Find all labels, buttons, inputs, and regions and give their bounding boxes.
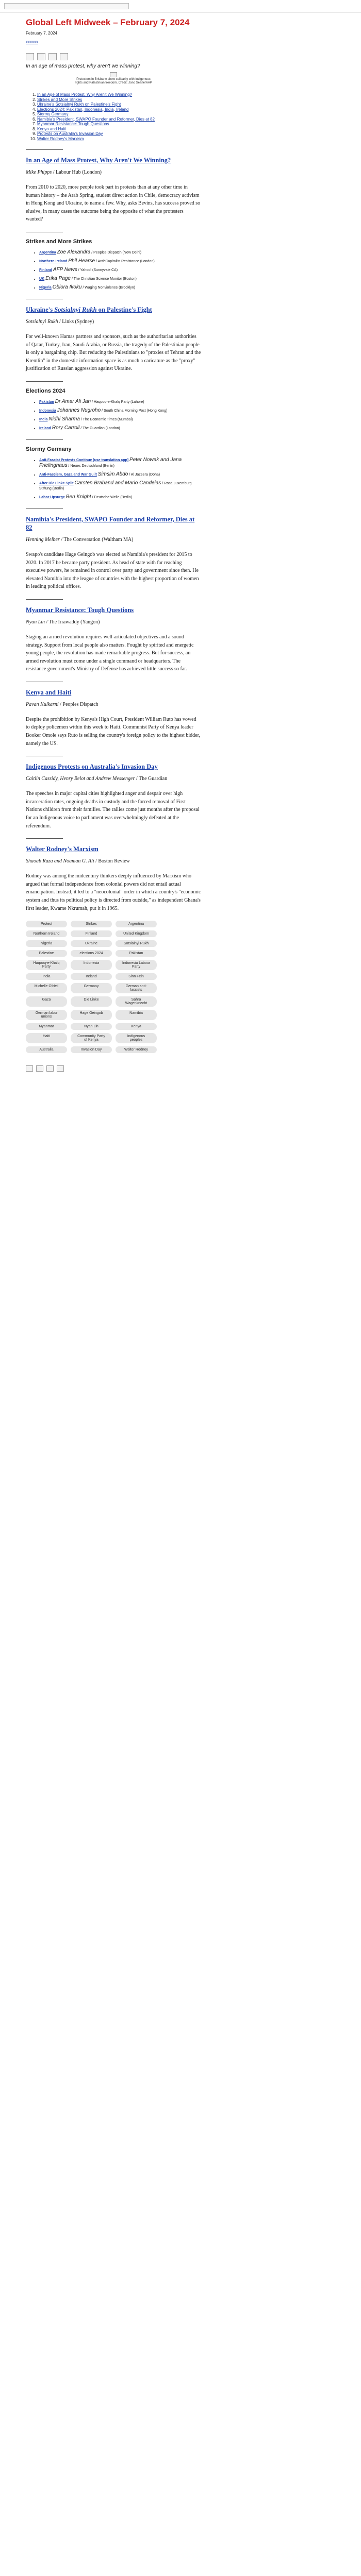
author: Shaoab Raza and Noaman G. Ali bbox=[26, 858, 94, 865]
source: / Links (Sydney) bbox=[58, 318, 94, 325]
article-summary: Despite the prohibition by Kenya's High Court, President William Ruto has vowed to deploy policemen within this week to Haiti. Communist Party of Kenya leader Booker Omole says Ruto is selling the country's foreign policy to the highest bidder, namely the US. bbox=[26, 716, 201, 747]
source: / South China Morning Post (Hong Kong) bbox=[101, 409, 168, 413]
byline bbox=[26, 776, 201, 782]
list-item bbox=[39, 285, 201, 291]
author: Henning Melber bbox=[26, 536, 60, 543]
tag-chip[interactable]: Sotsialnyi Rukh bbox=[116, 940, 157, 947]
byline bbox=[26, 619, 201, 625]
tag-chip[interactable]: Die Linke bbox=[71, 996, 112, 1007]
author: Ben Knight bbox=[65, 494, 91, 500]
article-link[interactable]: Labor Upsurge bbox=[39, 495, 65, 499]
toc-item bbox=[37, 137, 201, 142]
share-icon[interactable] bbox=[60, 53, 68, 60]
source: / Waging Nonviolence (Brooklyn) bbox=[81, 285, 136, 290]
toc-item bbox=[37, 131, 201, 137]
tag-chip[interactable]: elections 2024 bbox=[71, 950, 112, 957]
list-item bbox=[39, 267, 201, 273]
country-link[interactable]: UK bbox=[39, 277, 45, 281]
source: / Peoples Dispatch bbox=[58, 701, 99, 707]
newsletter-title: Global Left Midweek – February 7, 2024 bbox=[26, 18, 190, 27]
share-icons bbox=[26, 53, 201, 60]
byline bbox=[26, 537, 201, 543]
section-title-strikes: Strikes and More Strikes bbox=[26, 238, 92, 245]
tag-chip[interactable]: Walter Rodney bbox=[116, 1046, 157, 1053]
author: Carsten Braband and Mario Candeias bbox=[74, 480, 161, 486]
article-summary: For well-known Hamas partners and sponsors, such as the authoritarian authorities of Qatar, Turkey, Iran, Saudi Arabia, or Russia, the tragedy of the Palestinian people is only a bargaining chip. But reducing the Palestinians to "proxies of Tehran and the Kremlin" in the domestic information space is as much a caricature as the "proxy" justification of Russian aggression against Ukraine. bbox=[26, 333, 201, 372]
tag-chip[interactable]: Argentina bbox=[116, 921, 157, 927]
toc-item bbox=[37, 117, 201, 122]
toc-link[interactable]: Protests on Australia's Invasion Day bbox=[37, 131, 103, 136]
tag-chip[interactable]: Northern Ireland bbox=[26, 930, 67, 937]
toc-item bbox=[37, 122, 201, 127]
section-divider bbox=[26, 149, 63, 150]
newsletter-date: February 7, 2024 bbox=[26, 31, 57, 36]
tag-chip[interactable]: Indonesia bbox=[71, 960, 112, 970]
elections-list bbox=[26, 399, 201, 431]
tag-chip[interactable]: Kenya bbox=[116, 1023, 157, 1030]
article-summary: The speeches in major capital cities highlighted anger and despair over high incarceration rates, ongoing deaths in custody and the forced removal of First Nations children from their families. The rallies come just months after the proposal for an Indigenous voice to parliament was overwhelmingly defeated at the referendum. bbox=[26, 791, 200, 829]
tag-chip[interactable]: Haiti bbox=[26, 1033, 67, 1043]
tag-chip[interactable]: Germany bbox=[71, 983, 112, 993]
tag-chip[interactable]: Namibia bbox=[116, 1010, 157, 1020]
toc-link[interactable]: Elections 2024: Pakistan, Indonesia, India, Ireland bbox=[37, 107, 129, 112]
tag-chip[interactable]: Finland bbox=[71, 930, 112, 937]
section-divider bbox=[26, 381, 63, 382]
author: Erika Page bbox=[45, 275, 71, 281]
tag-chip[interactable]: Haqooq-e-Khalq Party bbox=[26, 960, 67, 970]
country-link[interactable]: Finland bbox=[39, 268, 52, 272]
tag-chip[interactable]: Nyan Lin bbox=[71, 1023, 112, 1030]
image-icon bbox=[110, 72, 117, 77]
article-summary: Swapo's candidate Hage Geingob was elected as Namibia's president for 2015 to 2020. In 2017 he became party president. As head of state with far reaching executive powers, he remained in control over party and government since then. He elevated Namibia into the league of countries with the highest proportion of women in leading political offices. bbox=[26, 551, 199, 590]
author: Nidhi Sharma bbox=[48, 416, 80, 422]
tag-chip[interactable]: Strikes bbox=[71, 921, 112, 927]
germany-list bbox=[26, 457, 201, 500]
source: / The Irrawaddy (Yangon) bbox=[44, 619, 100, 625]
tag-chip[interactable]: Indonesia Labour Party bbox=[116, 960, 157, 970]
article-link[interactable]: Anti-Fascism, Gaza and War Guilt bbox=[39, 472, 97, 477]
author: Zoe Alexandra bbox=[57, 249, 91, 255]
list-item bbox=[39, 457, 201, 469]
source: / Boston Review bbox=[94, 858, 130, 865]
tag-chip[interactable]: Gaza bbox=[26, 996, 67, 1007]
list-item bbox=[39, 472, 201, 478]
email-icon[interactable] bbox=[48, 53, 57, 60]
site-link[interactable]: xxxxxx bbox=[26, 40, 38, 44]
tag-chip[interactable]: Australia bbox=[26, 1046, 67, 1053]
section-divider bbox=[26, 599, 63, 600]
list-item bbox=[39, 417, 201, 422]
source: / Peoples Dispatch (New Delhi) bbox=[90, 250, 142, 255]
tag-chip[interactable]: German anti-fascists bbox=[116, 983, 157, 993]
article-link[interactable]: After Die Linke Split bbox=[39, 481, 74, 485]
byline bbox=[26, 170, 201, 175]
toc-item bbox=[37, 107, 201, 112]
author: Phil Hearse bbox=[68, 258, 95, 264]
source: / Anti*Capitalist Resistance (London) bbox=[95, 259, 155, 263]
author: Johannes Nugroho bbox=[57, 407, 101, 413]
article-title-namibia[interactable]: Namibia's President, SWAPO Founder and Reformer, Dies at 82 bbox=[26, 515, 195, 531]
author: Pavan Kulkarni bbox=[26, 701, 59, 707]
tag-chip[interactable]: Sinn Fein bbox=[116, 973, 157, 980]
source: / Labour Hub (London) bbox=[52, 170, 102, 175]
photo-caption: Protesters in Brisbane show solidarity with Indigenous rights and Palestinian freedom. Credit: Jono Searle/AAP bbox=[75, 78, 152, 84]
title-part-italic: Sotsialnyi Rukh bbox=[54, 306, 97, 313]
source: / Neues Deutschland (Berlin) bbox=[67, 464, 114, 468]
article-title-rodney[interactable]: Walter Rodney's Marxism bbox=[26, 845, 99, 853]
footer-share-icons bbox=[26, 1065, 201, 1072]
article-title-australia[interactable]: Indigenous Protests on Australia's Invasion Day bbox=[26, 763, 158, 771]
email-icon[interactable] bbox=[46, 1065, 54, 1072]
source: / The Economic Times (Mumbai) bbox=[79, 417, 133, 421]
tag-cloud bbox=[26, 921, 201, 1053]
toc-item bbox=[37, 92, 201, 97]
strikes-list bbox=[26, 250, 201, 291]
article-summary: Rodney was among the midcentury thinkers deeply influenced by Marxism who argued that formal independence from colonial powers did not entail actual emancipation. Instead, it led to a "neocolonial" order in which a country's "economic system and thus its political policy is directed from outside," as independent Ghana's first leader, Kwame Nkrumah, put it in 1965. bbox=[26, 873, 201, 911]
author: Simsim Abdo bbox=[97, 471, 128, 477]
article-title-kenya[interactable]: Kenya and Haiti bbox=[26, 688, 72, 696]
country-link[interactable]: Ireland bbox=[39, 426, 51, 430]
source: / Rosa Luxemburg Stiftung (Berlin) bbox=[39, 481, 192, 490]
author: Sotsialnyi Rukh bbox=[26, 318, 58, 325]
table-of-contents bbox=[26, 92, 201, 141]
toc-item bbox=[37, 127, 201, 132]
facebook-icon[interactable] bbox=[26, 53, 34, 60]
tag-chip[interactable]: Myanmar bbox=[26, 1023, 67, 1030]
toc-item bbox=[37, 102, 201, 107]
section-divider bbox=[26, 439, 63, 440]
article-summary: From 2010 to 2020, more people took part in protests than at any other time in human history – the Arab Spring, student direct action in Chile, democracy activism in Hong Kong and Ukraine, to name a few. Why, asks Bevins, has success proved so elusive, in many cases the outcome being the opposite of what the protesters wanted? bbox=[26, 184, 201, 223]
author: Mike Phipps bbox=[26, 170, 52, 175]
author: Peter Nowak and Jana Frielinghaus bbox=[39, 456, 182, 468]
newsletter-body bbox=[26, 12, 201, 1072]
source: / Deutsche Welle (Berlin) bbox=[91, 495, 132, 499]
twitter-icon[interactable] bbox=[36, 1065, 43, 1072]
tag-chip[interactable]: United Kingdom bbox=[116, 930, 157, 937]
list-item bbox=[39, 426, 201, 431]
toc-link[interactable]: Namibia's President, SWAPO Founder and Reformer, Dies at 82 bbox=[37, 116, 155, 122]
country-link[interactable]: Nigeria bbox=[39, 285, 52, 290]
toc-link[interactable]: Ukraine's Sotsialnyi Rukh on Palestine's Fight bbox=[37, 102, 121, 107]
share-icon[interactable] bbox=[57, 1065, 64, 1072]
toc-link[interactable]: In an Age of Mass Protest, Why Aren't We Winning? bbox=[37, 92, 133, 97]
tag-chip[interactable]: India bbox=[26, 973, 67, 980]
author: AFP News bbox=[53, 266, 77, 273]
source: / Al Jazeera (Doha) bbox=[128, 472, 160, 477]
source: / Haqooq-e-Khalq Party (Lahore) bbox=[91, 400, 144, 404]
toc-item bbox=[37, 112, 201, 117]
tag-chip[interactable]: Community Party of Kenya bbox=[71, 1033, 112, 1043]
article-summary: Staging an armed revolution requires well-articulated objectives and a sound strategy. Support from local people also matters. Fought by spirited and energetic young people, the revolution has made remarkable progress. But for success, an armed revolution must come under a single command or headquarters. The resistance government's Ministry of Defense has achieved little success so far. bbox=[26, 634, 194, 672]
tag-chip[interactable]: Palestine bbox=[26, 950, 67, 957]
country-link[interactable]: India bbox=[39, 417, 48, 421]
list-item bbox=[39, 408, 201, 414]
toc-link[interactable]: Strikes and More Strikes bbox=[37, 97, 83, 102]
toc-link[interactable]: Myanmar Resistance: Tough Questions bbox=[37, 122, 109, 126]
tag-chip[interactable]: Nigeria bbox=[26, 940, 67, 947]
author: Caitlin Cassidy, Henry Belot and Andrew Messenger bbox=[26, 776, 135, 782]
section-divider bbox=[26, 838, 63, 839]
author: Nyan Lin bbox=[26, 619, 45, 625]
byline bbox=[26, 702, 201, 707]
article-link[interactable]: Anti-Fascist Protests Continue [use translation app] bbox=[39, 458, 129, 462]
lead-photo bbox=[75, 72, 152, 85]
facebook-icon[interactable] bbox=[26, 1065, 33, 1072]
twitter-icon[interactable] bbox=[37, 53, 45, 60]
tag-chip[interactable]: Sahra Wagenknecht bbox=[116, 996, 157, 1007]
list-item bbox=[39, 250, 201, 256]
list-item bbox=[39, 399, 201, 405]
byline bbox=[26, 319, 201, 325]
toc-link[interactable]: Walter Rodney's Marxism bbox=[37, 136, 84, 141]
tag-chip[interactable]: Ireland bbox=[71, 973, 112, 980]
source: / The Christian Science Monitor (Boston) bbox=[71, 277, 137, 281]
toc-link[interactable]: Kenya and Haiti bbox=[37, 126, 67, 131]
tag-chip[interactable]: Michelle O'Neil bbox=[26, 983, 67, 993]
author: Obiora Ikoku bbox=[52, 284, 82, 290]
section-title-elections: Elections 2024 bbox=[26, 387, 65, 394]
article-title-mass-protest[interactable]: In an Age of Mass Protest, Why Aren't We Winning? bbox=[26, 157, 171, 164]
author: Rory Carroll bbox=[52, 425, 80, 431]
list-item bbox=[39, 259, 201, 264]
list-item bbox=[39, 276, 201, 282]
country-link[interactable]: Argentina bbox=[39, 250, 56, 255]
title-part: Ukraine's bbox=[26, 306, 55, 313]
tag-chip[interactable]: Pakistan bbox=[116, 950, 157, 957]
toc-link[interactable]: Stormy Germany bbox=[37, 112, 69, 116]
tag-chip[interactable]: Protest bbox=[26, 921, 67, 927]
tag-chip[interactable]: Hage Geingob bbox=[71, 1010, 112, 1020]
author: Dr Amar Ali Jan bbox=[55, 398, 91, 404]
section-title-germany: Stormy Germany bbox=[26, 446, 72, 452]
tag-chip[interactable]: Ukraine bbox=[71, 940, 112, 947]
source: / Yahoo! (Sunnyvale CA) bbox=[77, 268, 118, 272]
article-title-myanmar[interactable]: Myanmar Resistance: Tough Questions bbox=[26, 606, 134, 614]
country-link[interactable]: Pakistan bbox=[39, 400, 54, 404]
list-item bbox=[39, 495, 201, 500]
byline bbox=[26, 858, 201, 864]
lead-question: In an age of mass protest, why aren't we winning? bbox=[26, 63, 140, 69]
list-item bbox=[39, 481, 201, 492]
tag-chip[interactable]: Indigenous peoples bbox=[116, 1033, 157, 1043]
header-image-placeholder bbox=[4, 3, 129, 9]
title-part: on Palestine's Fight bbox=[96, 306, 152, 313]
source: / The Conversation (Waltham MA) bbox=[59, 536, 134, 543]
source: / The Guardian (London) bbox=[79, 426, 120, 430]
toc-item bbox=[37, 97, 201, 103]
tag-chip[interactable]: German labor unions bbox=[26, 1010, 67, 1020]
source: / The Guardian bbox=[135, 776, 168, 782]
article-title-sotsialnyi-rukh[interactable] bbox=[26, 306, 201, 314]
country-link[interactable]: Indonesia bbox=[39, 409, 56, 413]
tag-chip[interactable]: Invasion Day bbox=[71, 1046, 112, 1053]
country-link[interactable]: Northern Ireland bbox=[39, 259, 68, 263]
